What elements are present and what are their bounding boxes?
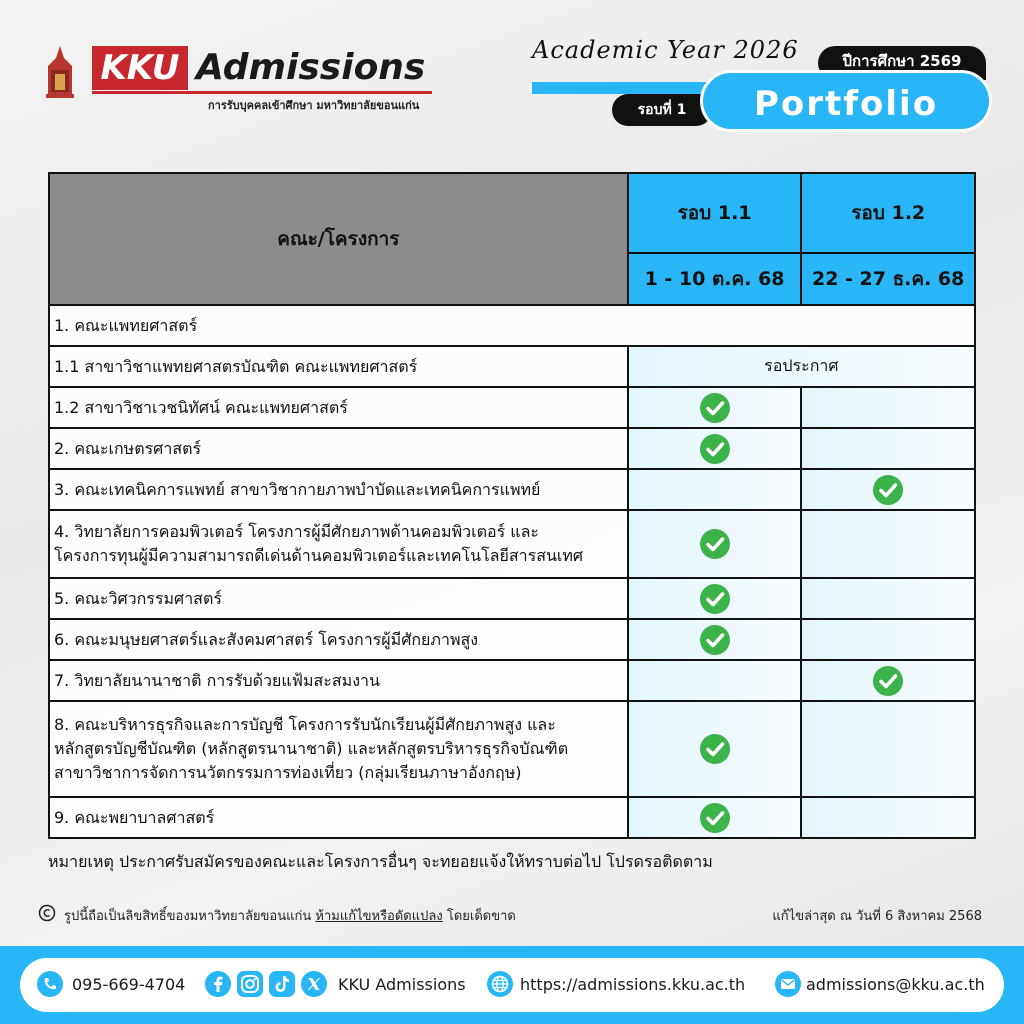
- empty-cell: [801, 797, 975, 838]
- available-cell: [628, 797, 802, 838]
- empty-cell: [801, 619, 975, 660]
- check-circle-icon: [699, 624, 731, 656]
- column-header-round-1-2: รอบ 1.2: [801, 173, 975, 253]
- brand-kku-box: KKU: [92, 46, 188, 90]
- table-row: [49, 701, 975, 797]
- brand-subtitle: การรับบุคคลเข้าศึกษา มหาวิทยาลัยขอนแก่น: [208, 99, 420, 112]
- check-circle-icon: [699, 392, 731, 424]
- social-handle[interactable]: KKU Admissions: [338, 975, 466, 994]
- portfolio-badge: Portfolio: [700, 70, 992, 132]
- table-row: [49, 387, 975, 428]
- table-row: [49, 346, 975, 387]
- row-label-line: 8. คณะบริหารธุรกิจและการบัญชี โครงการรับนักเรียนผู้มีศักยภาพสูง และ: [54, 715, 556, 734]
- row-label-line: โครงการทุนผู้มีความสามารถดีเด่นด้านคอมพิวเตอร์และเทคโนโลยีสารสนเทศ: [54, 546, 584, 565]
- row-label: 6. คณะมนุษยศาสตร์และสังคมศาสตร์ โครงการผู้มีศักยภาพสูง: [49, 619, 628, 660]
- copyright-icon: [38, 904, 56, 922]
- available-cell: [801, 660, 975, 701]
- website-link[interactable]: https://admissions.kku.ac.th: [520, 975, 746, 994]
- empty-cell: [801, 578, 975, 619]
- row-label: 1.2 สาขาวิชาเวชนิทัศน์ คณะแพทยศาสตร์: [49, 387, 628, 428]
- round-badge: รอบที่ 1: [612, 94, 712, 126]
- schedule-table: [48, 172, 976, 839]
- row-label-line: หลักสูตรบัญชีบัณฑิต (หลักสูตรนานาชาติ) และหลักสูตรบริหารธุรกิจบัณฑิต: [54, 739, 569, 758]
- available-cell: [628, 510, 802, 578]
- empty-cell: [801, 701, 975, 797]
- row-label: [49, 701, 628, 797]
- thai-year-badge: ปีการศึกษา 2569: [818, 46, 986, 80]
- table-row: [49, 510, 975, 578]
- available-cell: [628, 428, 802, 469]
- date-round-1-2: 22 - 27 ธ.ค. 68: [801, 253, 975, 305]
- x-twitter-icon[interactable]: [300, 970, 328, 998]
- available-cell: [801, 469, 975, 510]
- check-circle-icon: [699, 528, 731, 560]
- check-circle-icon: [872, 665, 904, 697]
- table-row: [49, 660, 975, 701]
- table-row: [49, 797, 975, 838]
- email-address[interactable]: admissions@kku.ac.th: [806, 975, 985, 994]
- available-cell: [628, 619, 802, 660]
- empty-cell: [801, 510, 975, 578]
- date-round-1-1: 1 - 10 ต.ค. 68: [628, 253, 802, 305]
- academic-year-title: Academic Year 2026: [532, 36, 799, 64]
- tiktok-icon[interactable]: [268, 970, 296, 998]
- copyright-notice: [64, 905, 516, 926]
- brand-underline: [92, 91, 432, 94]
- row-label: 5. คณะวิศวกรรมศาสตร์: [49, 578, 628, 619]
- table-row: [49, 428, 975, 469]
- table-row: [49, 305, 975, 346]
- copyright-prefix: รูปนี้ถือเป็นลิขสิทธิ์ของมหาวิทยาลัยขอนแก่น: [64, 909, 312, 924]
- copyright-warning: ห้ามแก้ไขหรือดัดแปลง: [315, 909, 443, 924]
- row-label-line: 4. วิทยาลัยการคอมพิวเตอร์ โครงการผู้มีศักยภาพด้านคอมพิวเตอร์ และ: [54, 522, 539, 541]
- copyright-suffix: โดยเด็ดขาด: [446, 909, 516, 924]
- last-updated: แก้ไขล่าสุด ณ วันที่ 6 สิงหาคม 2568: [772, 909, 982, 924]
- table-row: [49, 619, 975, 660]
- column-header-faculty: คณะ/โครงการ: [49, 173, 628, 305]
- empty-cell: [801, 428, 975, 469]
- empty-cell: [801, 387, 975, 428]
- phone-number[interactable]: 095-669-4704: [72, 975, 186, 994]
- table-row: [49, 469, 975, 510]
- check-circle-icon: [872, 474, 904, 506]
- instagram-icon[interactable]: [236, 970, 264, 998]
- row-label: 9. คณะพยาบาลศาสตร์: [49, 797, 628, 838]
- table-row: [49, 578, 975, 619]
- kku-seal-logo: [42, 44, 78, 100]
- check-circle-icon: [699, 433, 731, 465]
- row-label: 7. วิทยาลัยนานาชาติ การรับด้วยแฟ้มสะสมงาน: [49, 660, 628, 701]
- row-label: [49, 510, 628, 578]
- check-circle-icon: [699, 583, 731, 615]
- row-label: 1.1 สาขาวิชาแพทยศาสตรบัณฑิต คณะแพทยศาสตร์: [49, 346, 628, 387]
- row-label: 3. คณะเทคนิคการแพทย์ สาขาวิชากายภาพบำบัดและเทคนิคการแพทย์: [49, 469, 628, 510]
- column-header-round-1-1: รอบ 1.1: [628, 173, 802, 253]
- available-cell: [628, 578, 802, 619]
- row-label: 1. คณะแพทยศาสตร์: [49, 305, 975, 346]
- pending-announcement: รอประกาศ: [628, 346, 975, 387]
- empty-cell: [628, 660, 802, 701]
- footnote: หมายเหตุ ประกาศรับสมัครของคณะและโครงการอื่นๆ จะทยอยแจ้งให้ทราบต่อไป โปรดรอติดตาม: [48, 852, 713, 871]
- check-circle-icon: [699, 802, 731, 834]
- row-label: 2. คณะเกษตรศาสตร์: [49, 428, 628, 469]
- phone-icon: [36, 970, 64, 998]
- available-cell: [628, 701, 802, 797]
- check-circle-icon: [699, 733, 731, 765]
- row-label-line: สาขาวิชาการจัดการนวัตกรรมการท่องเที่ยว (กลุ่มเรียนภาษาอังกฤษ): [54, 763, 522, 782]
- globe-icon: [486, 970, 514, 998]
- brand-admissions-word: Admissions: [196, 47, 426, 88]
- email-icon: [774, 970, 802, 998]
- empty-cell: [628, 469, 802, 510]
- available-cell: [628, 387, 802, 428]
- facebook-icon[interactable]: [204, 970, 232, 998]
